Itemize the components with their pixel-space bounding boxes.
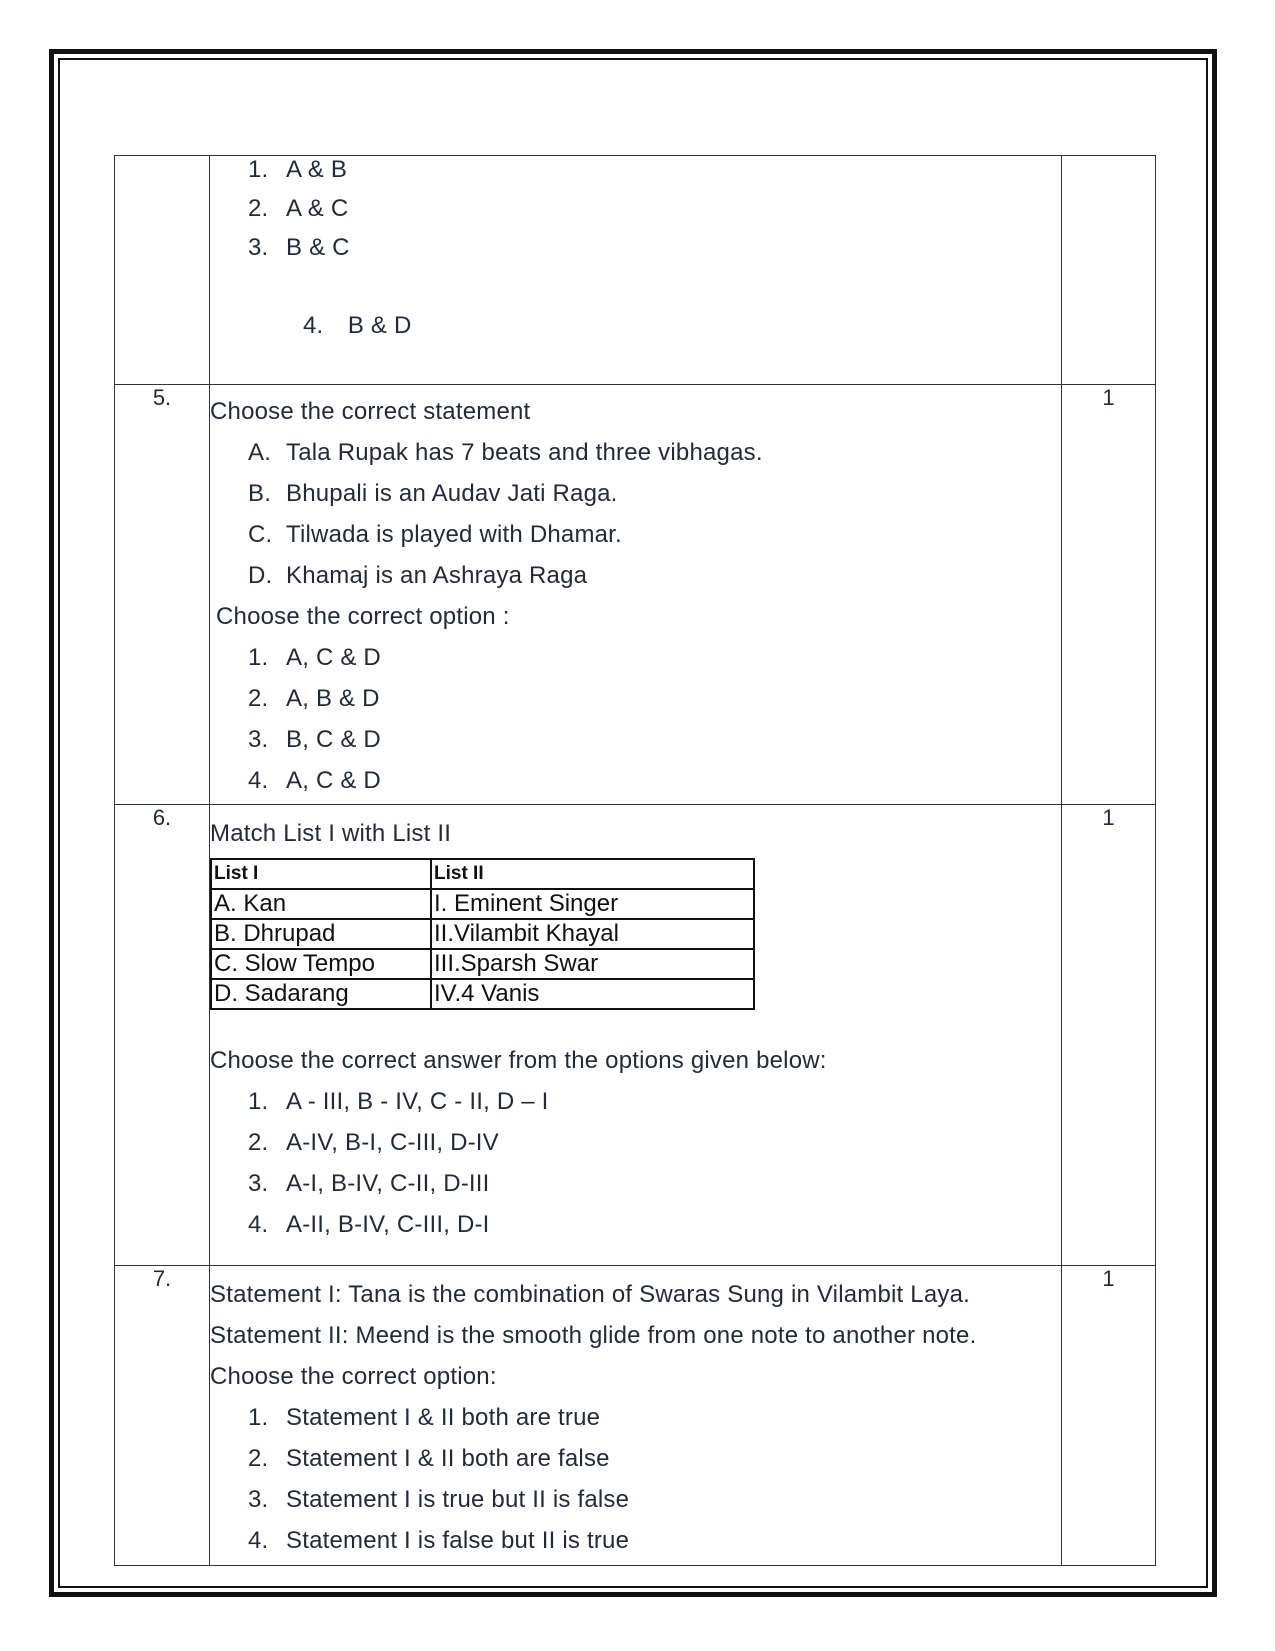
option-item [210,1163,1061,1204]
question-stem: Choose the correct statement [210,398,531,425]
marks-value: 1 [1062,385,1156,805]
option-item [210,1438,1061,1479]
option-item [210,150,1061,189]
option-item [210,228,1061,267]
option-label: 1. [248,644,269,671]
option-item [210,678,1061,719]
statement-label: D. [248,562,273,589]
option-item [210,267,1061,384]
question-row-4-tail [115,156,1156,385]
list-1-cell: C. Slow Tempo [211,949,431,979]
option-item [210,637,1061,678]
question-prompt: Choose the correct option : [216,603,510,630]
option-text: Statement I & II both are false [286,1445,610,1472]
statement-text: Khamaj is an Ashraya Raga [286,562,588,589]
option-item [210,1520,1061,1561]
option-text: A, C & D [286,767,381,794]
option-label: 2. [248,1129,269,1156]
option-item [210,1122,1061,1163]
option-item [210,1204,1061,1245]
option-label: 2. [248,685,269,712]
option-text: A-IV, B-I, C-III, D-IV [286,1129,499,1156]
option-label: 4. [248,1211,269,1238]
statement-label: B. [248,480,272,507]
statement-text: Tilwada is played with Dhamar. [286,521,622,548]
question-prompt: Choose the correct option: [210,1363,497,1390]
option-text: B & D [340,312,412,339]
marks-value: 1 [1062,805,1156,1266]
option-label: 3. [248,234,269,261]
option-label: 3. [248,1170,269,1197]
option-text: A & C [286,195,349,222]
statement-item [210,514,1061,555]
option-item [210,1397,1061,1438]
option-text: A, C & D [286,644,381,671]
option-text: A & B [286,156,348,183]
option-label: 4. [248,1527,269,1554]
match-table-row [211,919,754,949]
option-text: B & C [286,234,350,261]
question-number: 5. [115,385,210,805]
list-1-cell: D. Sadarang [211,979,431,1009]
question-content-cell [210,805,1062,1266]
question-row-7 [115,1266,1156,1566]
list-2-cell: IV.4 Vanis [431,979,754,1009]
match-list-table [210,858,755,1010]
statement-item [210,473,1061,514]
list-2-header: List II [431,859,754,889]
question-content-cell [210,385,1062,805]
list-1-cell: A. Kan [211,889,431,919]
option-item [210,719,1061,760]
list-2-cell: II.Vilambit Khayal [431,919,754,949]
statement-label: C. [248,521,273,548]
question-number: 7. [115,1266,210,1566]
match-table-header [211,859,754,889]
match-table-row [211,889,754,919]
statement-item [210,555,1061,596]
option-text: A - III, B - IV, C - II, D – I [286,1088,549,1115]
option-label: 3. [248,1486,269,1513]
option-text: A, B & D [286,685,380,712]
question-table [114,155,1156,1566]
list-1-header: List I [211,859,431,889]
question-stem: Match List I with List II [210,820,452,847]
statement-item [210,432,1061,473]
option-label: 4. [248,767,269,794]
option-label: 2. [248,195,269,222]
question-prompt: Choose the correct answer from the options given below: [210,1047,827,1074]
option-text: B, C & D [286,726,381,753]
marks-cell [1062,156,1156,385]
statement-2: Statement II: Meend is the smooth glide from one note to another note. [210,1322,977,1349]
option-item [210,1081,1061,1122]
option-label: 3. [248,726,269,753]
option-label: 1. [248,1088,269,1115]
option-text: Statement I is false but II is true [286,1527,630,1554]
match-table-row [211,979,754,1009]
question-content-cell [210,156,1062,385]
option-item [210,1479,1061,1520]
option-text: A-II, B-IV, C-III, D-I [286,1211,490,1238]
statement-label: A. [248,439,272,466]
statement-1: Statement I: Tana is the combination of Swaras Sung in Vilambit Laya. [210,1281,971,1308]
match-table-row [211,949,754,979]
list-2-cell: III.Sparsh Swar [431,949,754,979]
marks-value: 1 [1062,1266,1156,1566]
question-row-6 [115,805,1156,1266]
list-2-cell: I. Eminent Singer [431,889,754,919]
question-content-cell [210,1266,1062,1566]
statement-text: Bhupali is an Audav Jati Raga. [286,480,618,507]
question-row-5 [115,385,1156,805]
option-label: 1. [248,1404,269,1431]
option-text: Statement I is true but II is false [286,1486,630,1513]
option-item [210,760,1061,801]
option-label: 2. [248,1445,269,1472]
option-label: 4. [302,312,324,339]
list-1-cell: B. Dhrupad [211,919,431,949]
option-text: Statement I & II both are true [286,1404,601,1431]
option-item [210,189,1061,228]
question-number: 6. [115,805,210,1266]
option-label: 1. [248,156,269,183]
option-text: A-I, B-IV, C-II, D-III [286,1170,490,1197]
statement-text: Tala Rupak has 7 beats and three vibhagas. [286,439,763,466]
question-number-cell [115,156,210,385]
